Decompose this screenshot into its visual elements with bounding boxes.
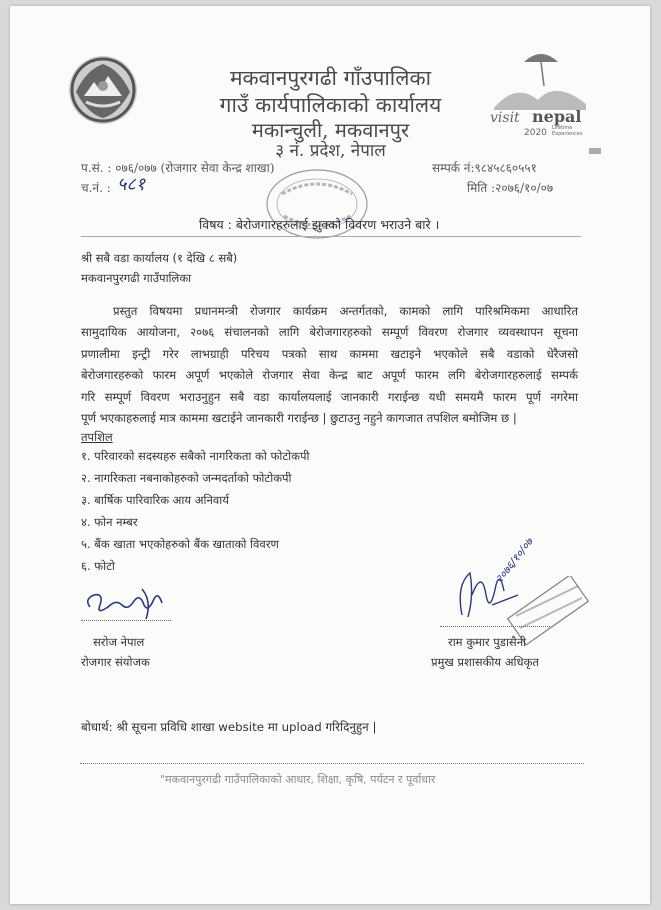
body-line: प्रस्तुत विषयमा प्रधानमन्त्री रोजगार कार्यक्रम अन्तर्गतको, कामको लागि पारिश्रमिकमा आधारित xyxy=(113,304,578,318)
header-line-3: मकान्चुली, मकवानपुर xyxy=(251,118,410,142)
right-signatory-name: राम कुमार पुडासैनी xyxy=(448,635,527,649)
body-line: सामुदायिक आयोजना, २०७६ संचालनको लागि बेरोजगारहरुको सम्पूर्ण विवरण रोजगार व्यवस्थापन सूचना xyxy=(81,325,578,340)
cc-note: बोधार्थ: श्री सूचना प्रविधि शाखा website मा upload गरिदिनुहुन | xyxy=(81,720,377,734)
dispatch-label: च.नं. : xyxy=(81,181,111,195)
body-line: बेरोजगारहरुको फारम अपूर्ण भएकोले रोजगार सेवा केन्द्र बाट अपूर्ण फारम लगि बेरोजगारहरुलाई सम्पर्क xyxy=(81,368,578,383)
body-line: गरि सम्पूर्ण विवरण भराउनुहुन सबै वडा कार्यालयलाई जानकारी गराईन्छ यधी समयमै फारम पूर्ण नगरेमा xyxy=(81,389,578,404)
right-signatory-title: प्रमुख प्रशासकीय अधिकृत xyxy=(431,655,539,669)
list-item: ४. फोन नम्बर xyxy=(81,515,138,529)
list-item: २. नागरिकता नबनाकोहरुको जन्मदर्ताको फोटोकपी xyxy=(81,471,292,485)
logo-experiences-text: Experiences xyxy=(552,131,583,137)
logo-lifetime-text: Lifetime xyxy=(552,125,573,131)
subject-divider xyxy=(81,236,581,237)
body-line: प्रणालीमा इन्ट्री गरेर लाभग्राही परिचय पत्रको साथ काममा खटाइने भएकोले सबै वडाको धेरैजसो xyxy=(81,346,578,361)
right-signature-date: २०७६/१०/०७ xyxy=(492,535,536,586)
header-line-1: मकवानपुरगढी गाँउपालिका xyxy=(229,66,432,90)
reference-number: प.सं. : ०७६/०७७ (रोजगार सेवा केन्द्र शाखा) xyxy=(81,161,275,175)
list-heading: तपशिल xyxy=(81,430,113,444)
right-signature-dots xyxy=(440,626,550,627)
scan-mark xyxy=(589,148,601,154)
list-item: ३. बार्षिक पारिवारिक आय अनिवार्य xyxy=(81,493,229,507)
left-signatory-title: रोजगार संयोजक xyxy=(81,655,150,669)
header-line-4: ३ नं. प्रदेश, नेपाल xyxy=(275,141,386,161)
logo-year-text: 2020 xyxy=(524,128,547,137)
body-line: पूर्ण भएकाहरुलाई मात्र काममा खटाईने जानकारी गराईन्छ | छुटाउनु नहुने कागजात तपशिल बमोजिम छ | xyxy=(81,411,517,426)
footer-slogan: "मकवानपुरगढी गाउँपालिकाको आधार, शिक्षा, कृषि, पर्यटन र पूर्वाधार xyxy=(160,773,436,786)
letter-date: मिति :२०७६/१०/०७ xyxy=(467,181,554,195)
addressee-organization: मकवानपुरगढी गाउँपालिका xyxy=(81,271,192,285)
header-line-2: गाउँ कार्यपालिकाको कार्यालय xyxy=(219,93,442,117)
letter-body xyxy=(81,301,578,429)
left-signatory-name: सरोज नेपाल xyxy=(93,635,145,649)
contact-number: सम्पर्क नं:९८४५८६०५५१ xyxy=(432,161,537,175)
visit-nepal-logo-icon xyxy=(486,42,596,137)
left-signature-dots xyxy=(81,620,171,621)
list-item: ६. फोटो xyxy=(81,559,115,573)
addressee: श्री सबै वडा कार्यालय (१ देखि ८ सबै) xyxy=(81,251,238,265)
dispatch-number: ५८१ xyxy=(117,174,146,195)
logo-nepal-text: nepal xyxy=(532,107,582,126)
subject-line: विषय : बेरोजगारहरुलाई झुक्को विवरण भराउने बारे । xyxy=(199,217,440,232)
logo-visit-text: visit xyxy=(490,110,520,126)
footer-divider xyxy=(80,763,584,764)
list-item: ५. बैंक खाता भएकोहरुको बैंक खाताको विवरण xyxy=(81,537,279,551)
list-item: १. परिवारको सदस्यहरु सबैको नागरिकता को फोटोकपी xyxy=(81,449,310,463)
left-signature-icon xyxy=(82,585,182,623)
